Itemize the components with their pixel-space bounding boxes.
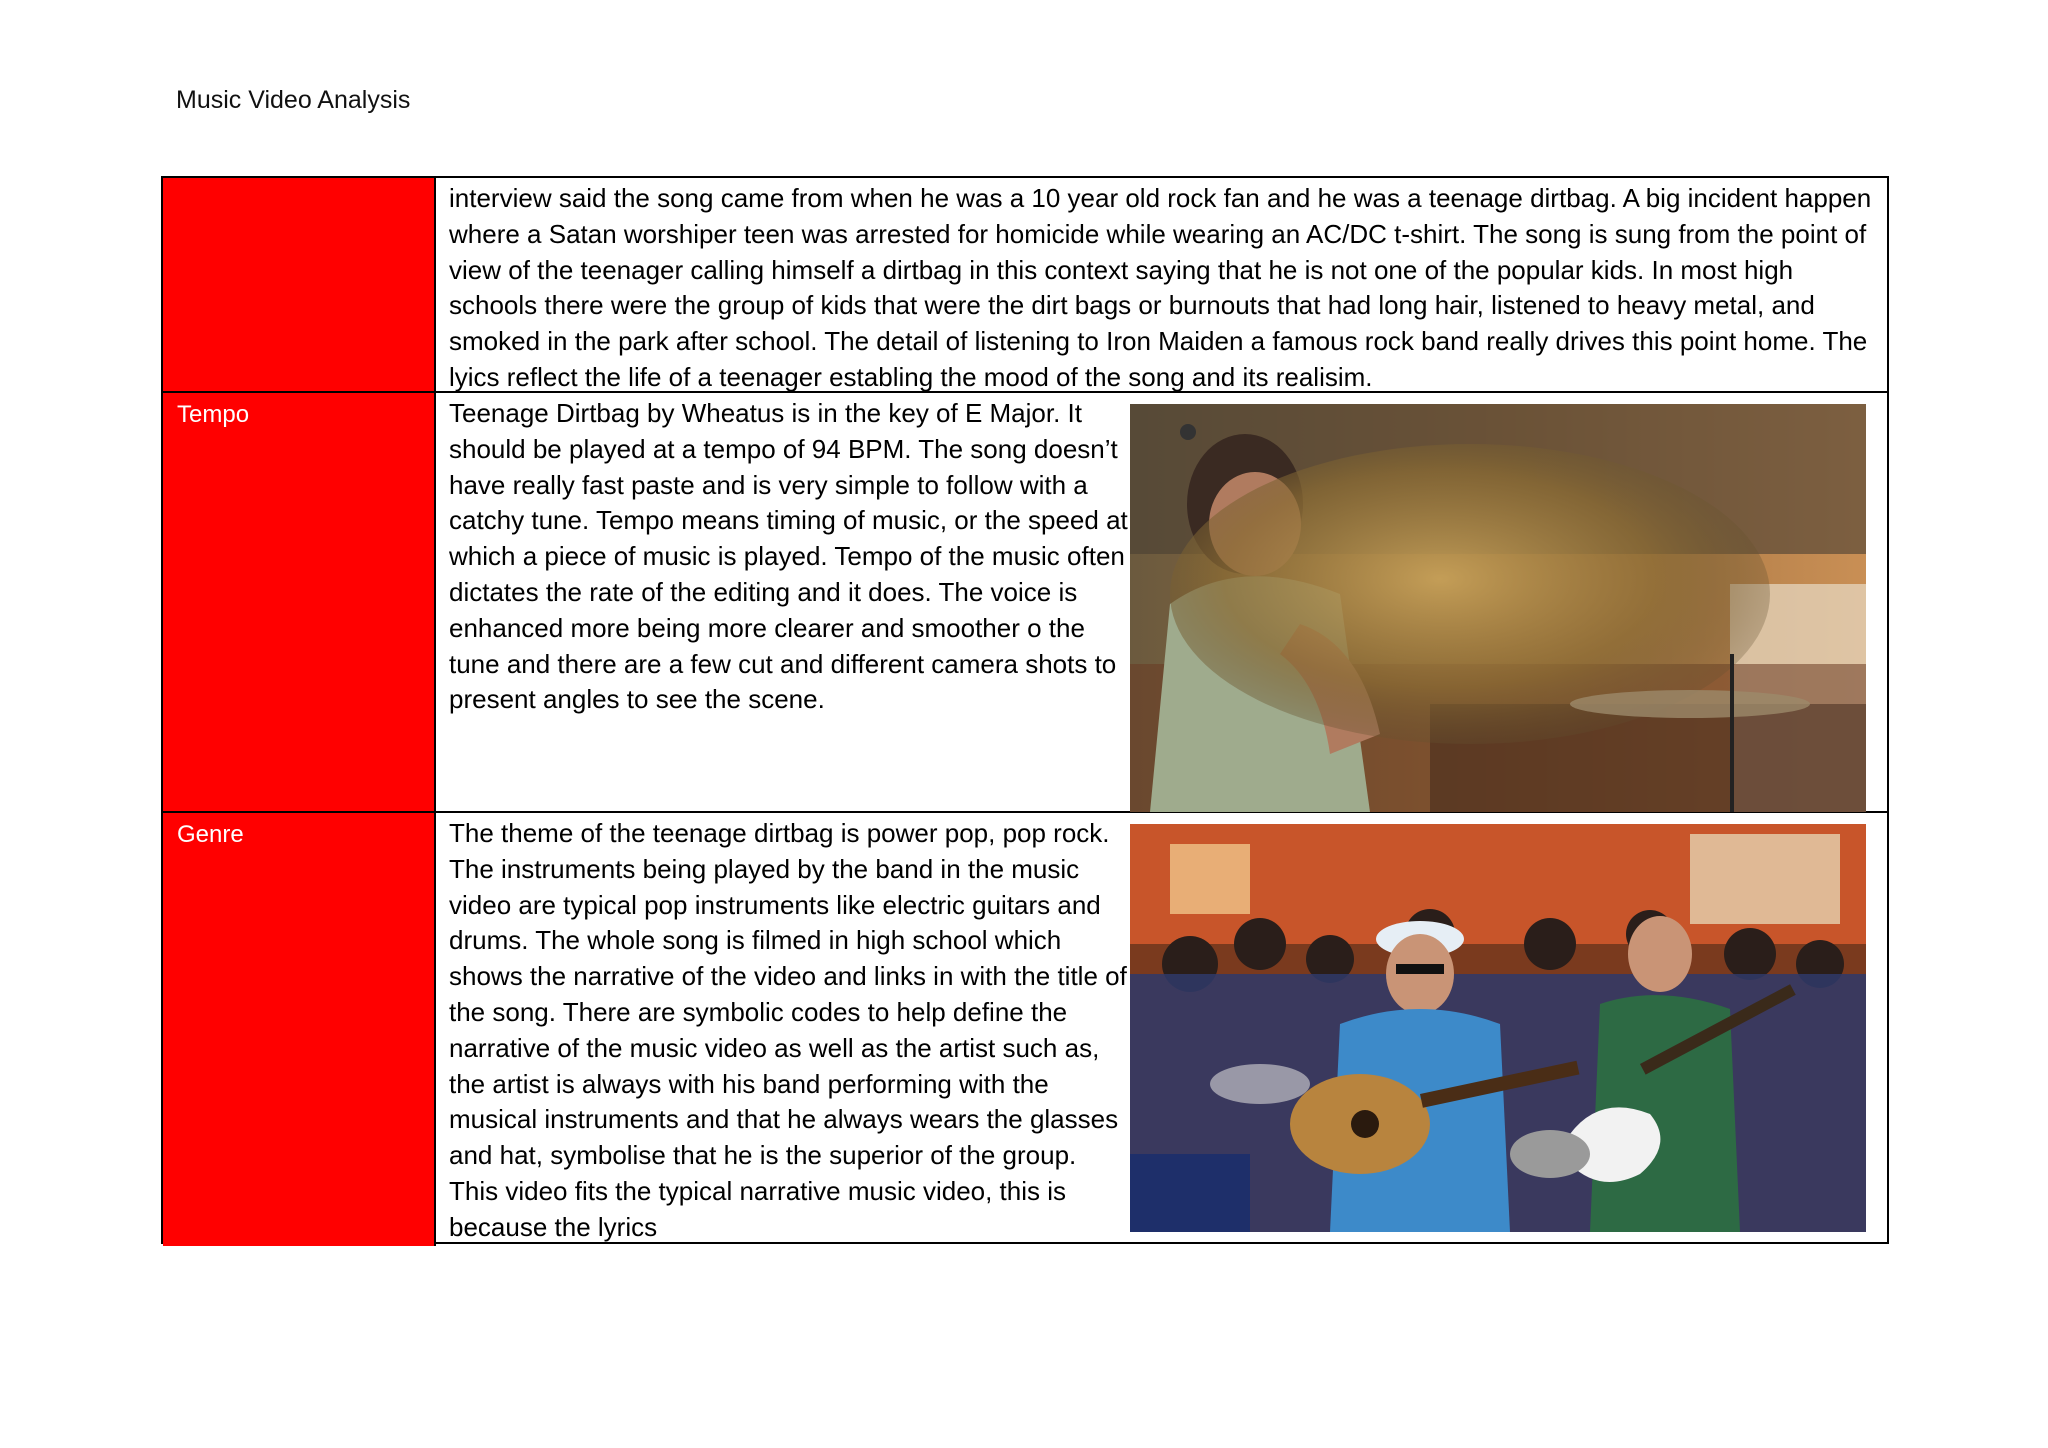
tempo-paragraph: Teenage Dirtbag by Wheatus is in the key of E Major. It should be played at a tempo of 94 BPM. The song doesn’t have really fast paste and is very simple to follow with a catchy tune. Tempo means timing of music, or the speed at which a piece of music is played. Tempo of the music often dictates the rate of the editing and it does. The voice is enhanced more being more clearer and smoother o the tune and there are a few cut and different camera shots to present angles to see the scene. [449,398,1128,715]
page-title: Music Video Analysis [176,86,411,114]
drummer-photo [1130,404,1866,812]
lyrics-paragraph: interview said the song came from when he was a 10 year old rock fan and he was a teenage dirtbag. A big incident happen where a Satan worshiper teen was arrested for homicide while wearing an AC/DC t-shirt. The song is sung from the point of view of the teenager calling himself a dirtbag in this context saying that he is not one of the popular kids. In most high schools there were the group of kids that were the dirt bags or burnouts that had long hair, listened to heavy metal, and smoked in the park after school. The detail of listening to Iron Maiden a famous rock band really drives this point home. The lyics reflect the life of a teenager establing the mood of the song and its realisim. [449,183,1872,392]
row-content-lyrics [436,178,1887,393]
row-label-tempo: Tempo [163,393,436,813]
row-label-continued [163,178,436,393]
analysis-table [161,176,1889,1244]
row-content-genre [436,813,1887,1246]
row-content-tempo [436,393,1887,813]
row-label-genre: Genre [163,813,436,1246]
genre-paragraph: The theme of the teenage dirtbag is power pop, pop rock. The instruments being played by the band in the music video are typical pop instruments like electric guitars and drums. The whole song is filmed in high school which shows the narrative of the video and links in with the title of the song. There are symbolic codes to help define the narrative of the music video as well as the artist such as, the artist is always with his band performing with the musical instruments and that he always wears the glasses and hat, symbolise that he is the superior of the group. This video fits the typical narrative music video, this is because the lyrics [449,818,1127,1242]
band-performance-photo [1130,824,1866,1232]
